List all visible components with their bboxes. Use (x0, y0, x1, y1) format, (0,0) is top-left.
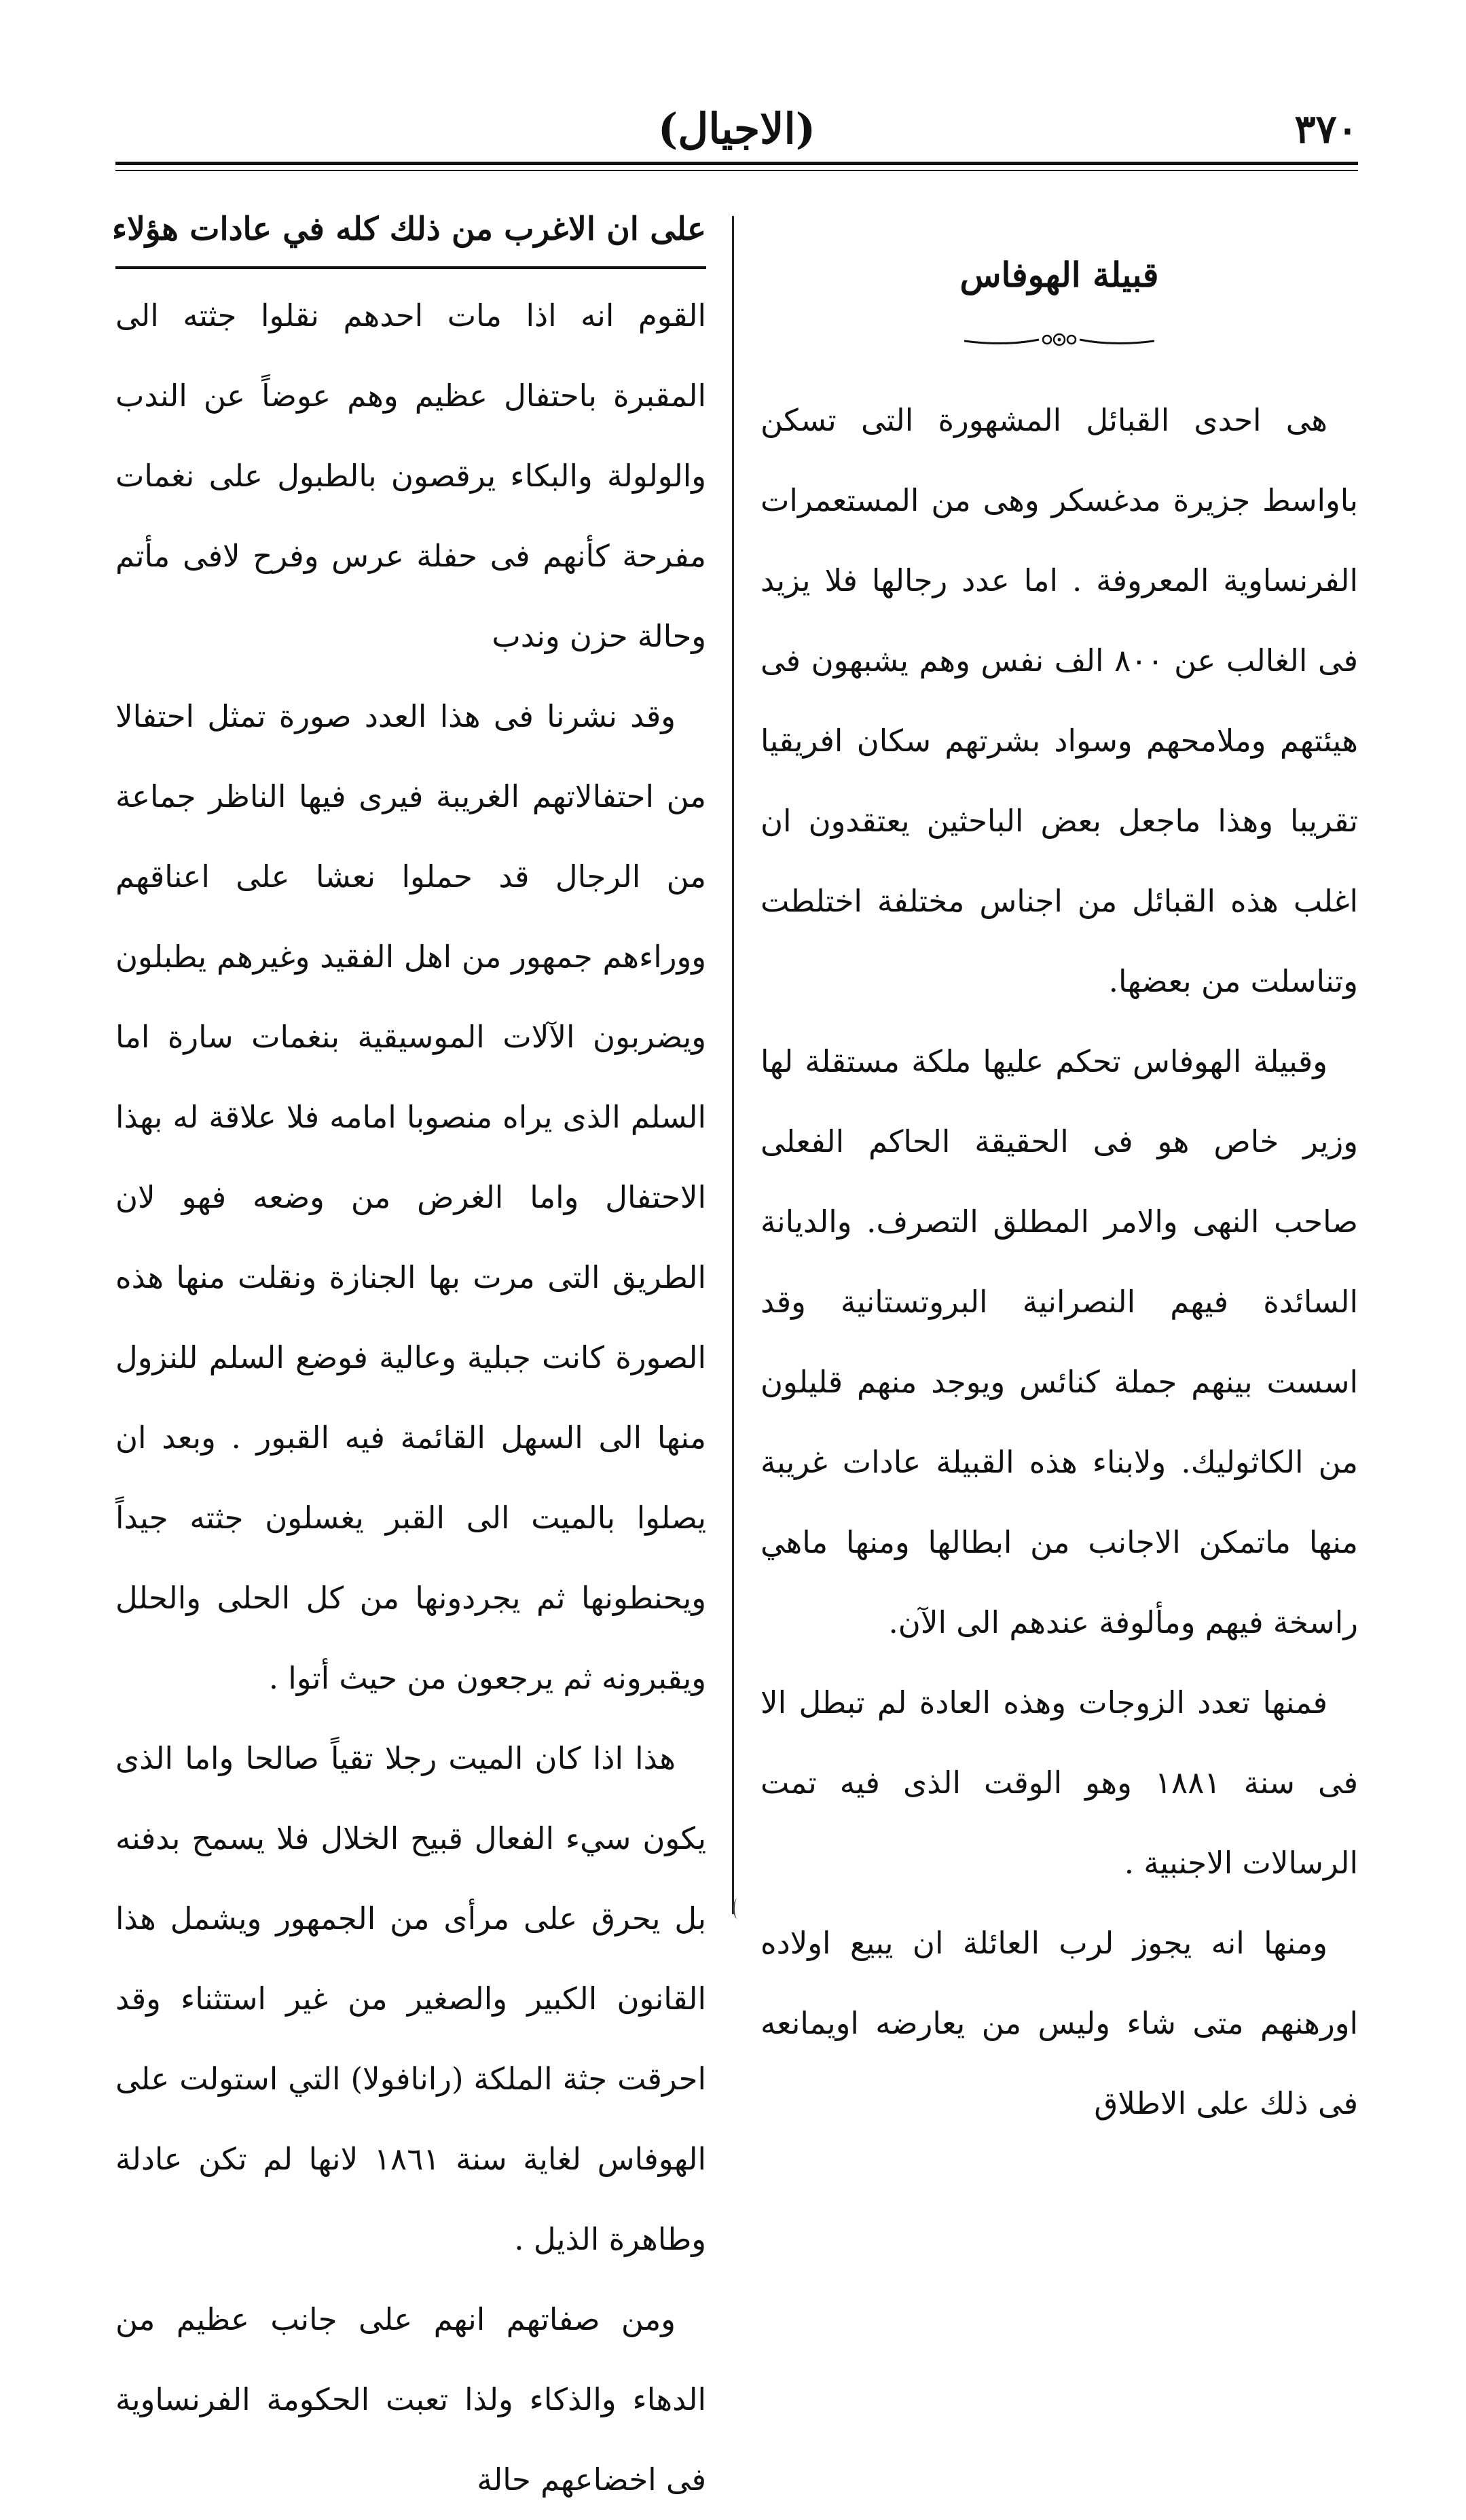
paragraph: هى احدى القبائل المشهورة التى تسكن باواسط جزيرة مدغسكر وهى من المستعمرات الفرنساوية المعروفة . اما عدد رجالها فلا يزيد فى الغالب عن ٨٠٠ الف نفس وهم يشبهون فى هيئتهم وملامحهم وسواد بشرتهم سكان افريقيا تقريبا وهذا ماجعل بعض الباحثين يعتقدون ان اغلب هذه القبائل من اجناس مختلفة اختلطت وتناسلت من بعضها. (761, 402, 1358, 999)
right-column (761, 197, 1358, 2144)
page-number: ٣٧٠ (1294, 106, 1358, 152)
header-rule-thick (115, 162, 1358, 165)
paragraph: ومنها انه يجوز لرب العائلة ان يبيع اولاده اورهنهم متى شاء وليس من يعارضه اويمانعه فى ذلك على الاطلاق (761, 1925, 1358, 2121)
paragraph: وقبيلة الهوفاس تحكم عليها ملكة مستقلة لها وزير خاص هو فى الحقيقة الحاكم الفعلى صاحب النهى والامر المطلق التصرف. والديانة السائدة فيهم النصرانية البروتستانية وقد اسست بينهم جملة كنائس ويوجد منهم قليلون من الكاثوليك. ولابناء هذه القبيلة عادات غريبة منها ماتمكن الاجانب من ابطالها ومنها ماهي راسخة فيهم ومألوفة عندهم الى الآن. (761, 1043, 1358, 1640)
left-column (111, 197, 706, 2520)
lead-line: على ان الاغرب من ذلك كله في عادات هؤلاء (115, 197, 706, 269)
paragraph: فمنها تعدد الزوجات وهذه العادة لم تبطل الا فى سنة ١٨٨١ وهو الوقت الذى فيه تمت الرسالات الاجنبية . (761, 1685, 1358, 1881)
ornament-divider (964, 326, 1154, 353)
section-title: قبيلة الهوفاس (959, 255, 1159, 295)
paragraph: ومن صفاتهم انهم على جانب عظيم من الدهاء والذكاء ولذا تعبت الحكومة الفرنساوية فى اخضاعهم حالة (115, 2301, 706, 2498)
paragraph: وقد نشرنا فى هذا العدد صورة تمثل احتفالا من احتفالاتهم الغريبة فيرى فيها الناظر جماعة من الرجال قد حملوا نعشا على اعناقهم ووراءهم جمهور من اهل الفقيد وغيرهم يطبلون ويضربون الآلات الموسيقية بنغمات سارة اما السلم الذى يراه منصوبا امامه فلا علاقة له بهذا الاحتفال واما الغرض من وضعه فهو لان الطريق التى مرت بها الجنازة ونقلت منها هذه الصورة كانت جبلية وعالية فوضع السلم للنزول منها الى السهل القائمة فيه القبور . وبعد ان يصلوا بالميت الى القبر يغسلون جثته جيداً ويحنطونها ثم يجردونها من كل الحلى والحلل ويقبرونه ثم يرجعون من حيث أتوا . (115, 698, 706, 1696)
column-divider (732, 216, 734, 1914)
running-title: (الاجيال) (657, 104, 816, 154)
paragraph: هذا اذا كان الميت رجلا تقياً صالحا واما الذى يكون سيء الفعال قبيح الخلال فلا يسمح بدفنه بل يحرق على مرأى من الجمهور ويشمل هذا القانون الكبير والصغير من غير استثناء وقد احرقت جثة الملكة (رانافولا) التي استولت على الهوفاس لغاية سنة ١٨٦١ لانها لم تكن عادلة وطاهرة الذيل . (115, 1740, 706, 2257)
paragraph: القوم انه اذا مات احدهم نقلوا جثته الى المقبرة باحتفال عظيم وهم عوضاً عن الندب والولولة والبكاء يرقصون بالطبول على نغمات مفرحة كأنهم فى حفلة عرس وفرح لافى مأتم وحالة حزن وندب (115, 298, 706, 654)
page-bottom-mark (733, 1898, 741, 1919)
page-header (115, 102, 1358, 156)
header-rule-thin (115, 170, 1358, 171)
